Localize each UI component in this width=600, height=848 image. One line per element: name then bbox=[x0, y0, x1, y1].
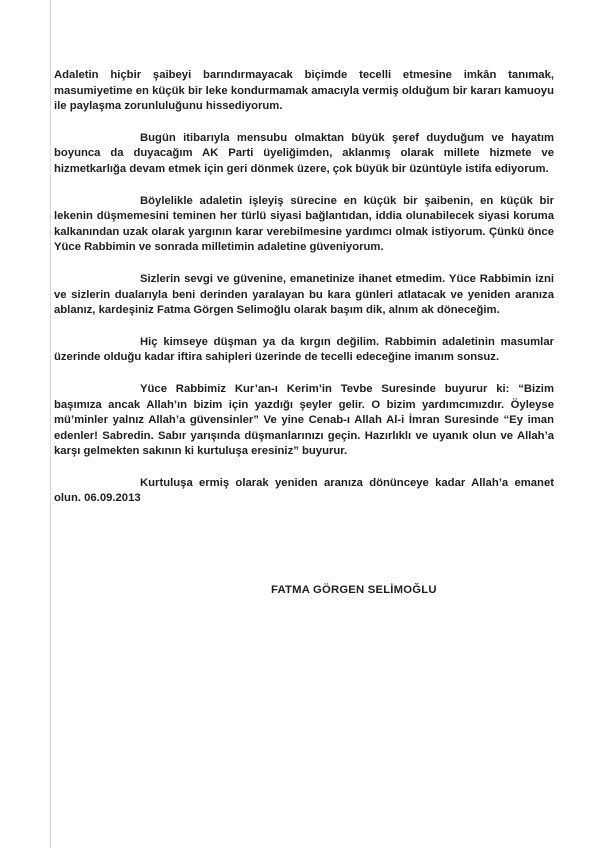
paragraph-1: Adaletin hiçbir şaibeyi barındırmayacak biçimde tecelli etmesine imkân tanımak, masumiyetime en küçük bir leke kondurmamak amacıyla vermiş olduğum bir kararı kamuoyu ile paylaşma zorunluluğunu hissediyorum. bbox=[54, 69, 554, 113]
paragraph-7: Kurtuluşa ermiş olarak yeniden aranıza dönünceye kadar Allah’a emanet olun. 06.09.2013 bbox=[54, 476, 554, 505]
paragraph-3: Böylelikle adaletin işleyiş sürecine en küçük bir şaibenin, en küçük bir lekenin düşmemesini teminen her türlü siyasi bağlantıdan, iddia olunabilecek siyasi koruma kalkanından uzak olarak yargının karar verebilmesine yardımcı olmak istiyorum. Çünkü önce Yüce Rabbimin ve sonrada milletimin adaletine güveniyorum. bbox=[54, 194, 554, 254]
signature-name: FATMA GÖRGEN SELİMOĞLU bbox=[271, 584, 437, 596]
paragraph-4: Sizlerin sevgi ve güvenine, emanetinize ihanet etmedim. Yüce Rabbimin izni ve sizlerin dualarıyla beni derinden yaralayan bu kara günleri atlatacak ve yeniden aranıza ablanız, kardeşiniz Fatma Görgen Selimoğlu olarak başım dik, alnım ak döneceğim. bbox=[54, 272, 554, 317]
page-margin-line bbox=[50, 0, 51, 848]
letter-body bbox=[54, 68, 554, 507]
paragraph-2: Bugün itibarıyla mensubu olmaktan büyük şeref duyduğum ve hayatım boyunca da duyacağım AK Parti üyeliğimden, aklanmış olarak millete hizmete ve hizmetkarlığa devam etmek için geri dönmek üzere, çok büyük bir üzüntüyle istifa ediyorum. bbox=[54, 131, 554, 175]
paragraph-5: Hiç kimseye düşman ya da kırgın değilim. Rabbimin adaletinin masumlar üzerinde olduğu kadar iftira sahipleri üzerinde de tecelli edeceğine imanım sonsuz. bbox=[54, 335, 554, 364]
paragraph-6: Yüce Rabbimiz Kur’an-ı Kerim’in Tevbe Suresinde buyurur ki: “Bizim başımıza ancak Allah’ın bizim için yazdığı şeyler gelir. O bizim yardımcımızdır. Öyleyse mü’minler yalnız Allah’a güvensinler” Ve yine Cenab-ı Allah Al-i İmran Suresinde “Ey iman edenler! Sabredin. Sabır yarışında düşmanlarınızı geçin. Hazırlıklı ve uyanık olun ve Allah’a karşı gelmekten sakının ki kurtuluşa eresiniz” buyurur. bbox=[54, 382, 554, 458]
